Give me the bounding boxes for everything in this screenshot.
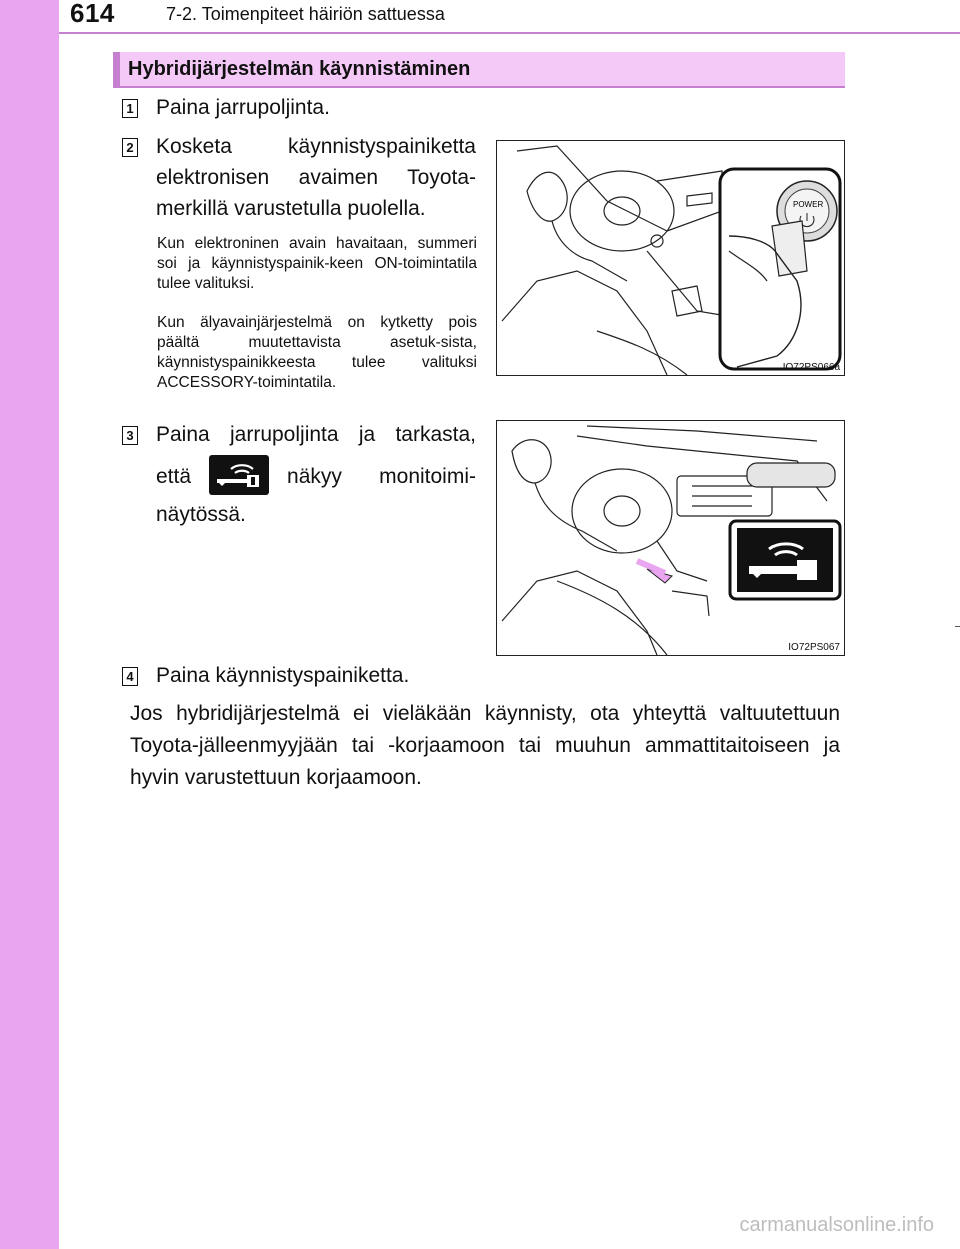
- step-3-line-3: näytössä.: [156, 503, 246, 526]
- figure-1-code: IO72PS066a: [782, 362, 840, 373]
- figure-2-code: IO72PS067: [788, 642, 840, 653]
- step-number-2: 2: [122, 138, 138, 157]
- step-4-text: Paina käynnistyspainiketta.: [156, 664, 410, 687]
- smart-key-indicator-icon: [209, 455, 269, 495]
- step-2-line-3: merkillä varustetulla puolella.: [156, 197, 426, 220]
- power-button-label: POWER: [793, 200, 824, 209]
- step-3-line-1: Paina jarrupoljinta ja tarkasta,: [156, 423, 476, 446]
- page-number: 614: [70, 0, 115, 28]
- section-heading: [113, 52, 845, 88]
- step-2-line-2: elektronisen avaimen Toyota-: [156, 166, 476, 189]
- step-number-3: 3: [122, 426, 138, 445]
- figure-power-button: [496, 140, 845, 376]
- step-2-note-2: Kun älyavainjärjestelmä on kytketty pois päältä muutettavista asetuk-sista, käynnistyspainikkeesta tulee valituksi ACCESSORY-toimintatila.: [157, 314, 477, 391]
- heading-accent: [113, 52, 120, 86]
- driver-power-button-illustration: [497, 141, 844, 375]
- chapter-title: 7-2. Toimenpiteet häiriön sattuessa: [166, 4, 445, 24]
- closing-paragraph: Jos hybridijärjestelmä ei vieläkään käynnisty, ota yhteyttä valtuutettuun Toyota-jälleenmyyjään tai -korjaamoon tai muuhun ammattitaitoiseen ja hyvin varustettuun korjaamoon.: [130, 702, 840, 789]
- driver-dashboard-illustration: [497, 421, 844, 655]
- watermark: carmanualsonline.info: [739, 1214, 934, 1236]
- step-number-4: 4: [122, 667, 138, 686]
- step-1-text: Paina jarrupoljinta.: [156, 96, 330, 119]
- step-3-line-2: [156, 456, 476, 498]
- step-3-word-etta: että: [156, 465, 192, 488]
- header-rule: [59, 32, 960, 34]
- edge-tick: [955, 626, 960, 627]
- step-number-1: 1: [122, 99, 138, 118]
- left-margin-bar: [0, 0, 59, 1249]
- step-3-line-2-text: näkyy monitoimi-: [287, 465, 476, 488]
- section-title: Hybridijärjestelmän käynnistäminen: [128, 58, 471, 80]
- step-2-note-1: Kun elektroninen avain havaitaan, summeri soi ja käynnistyspainik-keen ON-toimintatila tulee valituksi.: [157, 235, 477, 292]
- step-2-line-1: Kosketa käynnistyspainiketta: [156, 135, 476, 158]
- figure-monitor-display: [496, 420, 845, 656]
